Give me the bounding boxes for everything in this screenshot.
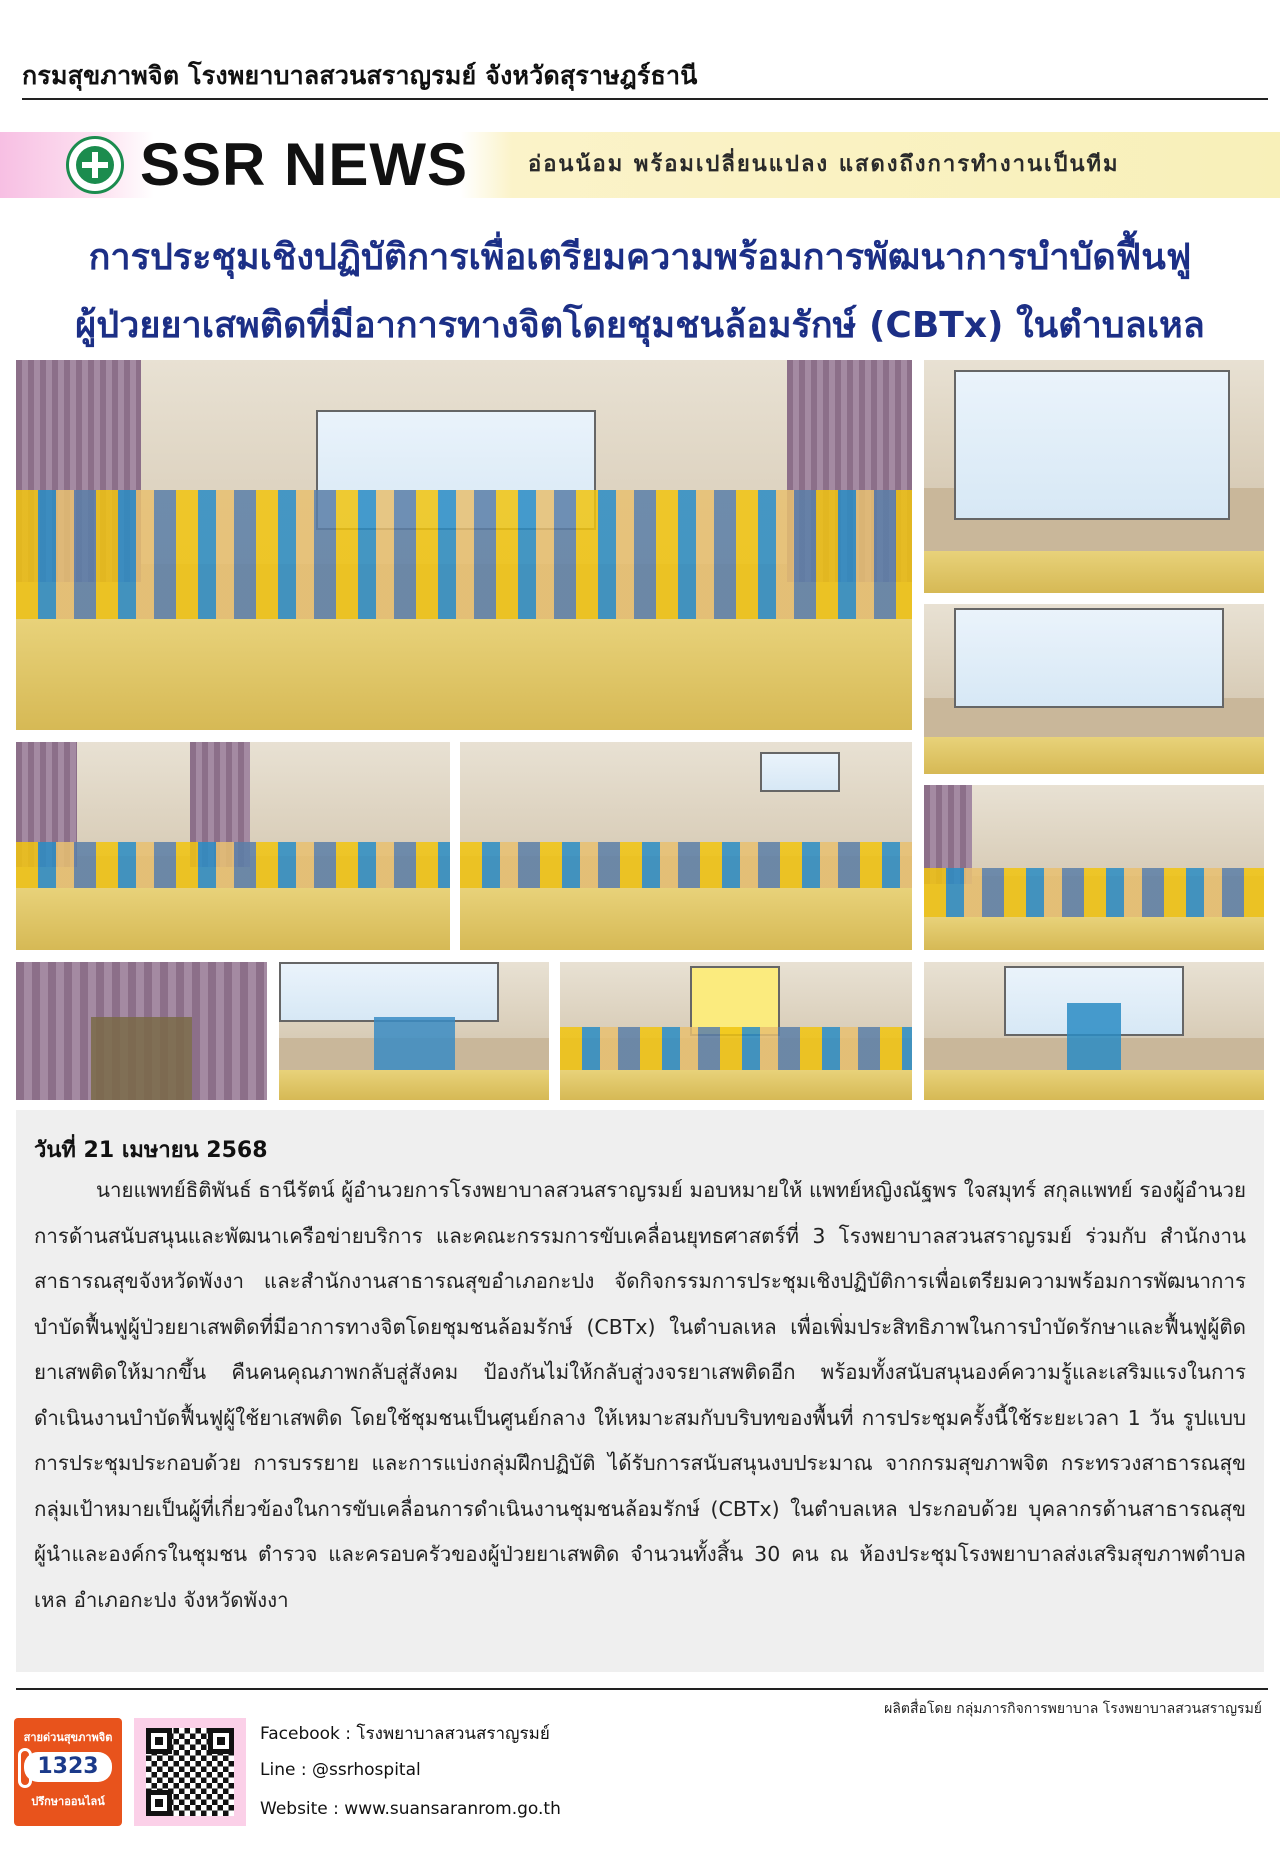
photo-attendees-2 — [924, 785, 1264, 950]
qr-code-icon[interactable] — [134, 1718, 246, 1826]
hotline-label: สายด่วนสุขภาพจิต — [23, 1731, 113, 1744]
photo-presenter-3 — [279, 962, 549, 1100]
photo-meeting-room-2 — [560, 962, 912, 1100]
facebook-contact[interactable]: Facebook : โรงพยาบาลสวนสราญรมย์ — [260, 1724, 550, 1744]
news-banner — [0, 132, 1280, 198]
bottom-divider — [16, 1688, 1268, 1690]
production-credit: ผลิตสื่อโดย กลุ่มภารกิจการพยาบาล โรงพยาบาลสวนสราญรมย์ — [884, 1701, 1262, 1717]
photo-presenter-2 — [924, 604, 1264, 774]
headline-line-2: ผู้ป่วยยาเสพติดที่มีอาการทางจิตโดยชุมชนล้อมรักษ์ (CBTx) ในตำบลเหล — [75, 305, 1205, 346]
hotline-online-label: ปรึกษาออนไลน์ — [31, 1795, 105, 1808]
line-contact[interactable]: Line : @ssrhospital — [260, 1760, 421, 1780]
photo-police-officer — [16, 962, 267, 1100]
website-link[interactable]: Website : www.suansaranrom.go.th — [260, 1799, 561, 1819]
organization-line: กรมสุขภาพจิต โรงพยาบาลสวนสราญรมย์ จังหวัดสุราษฎร์ธานี — [22, 61, 698, 90]
photo-group-main — [16, 360, 912, 730]
details-box — [16, 1110, 1264, 1672]
photo-attendees-1 — [16, 742, 450, 950]
article-body: นายแพทย์ธิติพันธ์ ธานีรัตน์ ผู้อำนวยการโรงพยาบาลสวนสราญรมย์ มอบหมายให้ แพทย์หญิงณัฐพร ใจสมุทร์ สกุลแพทย์ รองผู้อำนวยการด้านสนับสนุนและพัฒนาเครือข่ายบริการ และคณะกรรมการขับเคลื่อนยุทธศาสตร์ที่ 3 โรงพยาบาลสวนสราญรมย์ ร่วมกับ สำนักงานสาธารณสุขจังหวัดพังงา และสำนักงานสาธารณสุขอำเภอกะปง จัดกิจกรรมการประชุมเชิงปฏิบัติการเพื่อเตรียมความพร้อมการพัฒนาการบำบัดฟื้นฟูผู้ป่วยยาเสพติดที่มีอาการทางจิตโดยชุมชนล้อมรักษ์ (CBTx) ในตำบลเหล เพื่อเพิ่มประสิทธิภาพในการบำบัดรักษาและฟื้นฟูผู้ติดยาเสพติดให้มากขึ้น คืนคนคุณภาพกลับสู่สังคม ป้องกันไม่ให้กลับสู่วงจรยาเสพติดอีก พร้อมทั้งสนับสนุนองค์ความรู้และเสริมแรงในการดำเนินงานบำบัดฟื้นฟูผู้ใช้ยาเสพติด โดยใช้ชุมชนเป็นศูนย์กลาง ให้เหมาะสมกับบริบทของพื้นที่ การประชุมครั้งนี้ใช้ระยะเวลา 1 วัน รูปแบบการประชุมประกอบด้วย การบรรยาย และการแบ่งกลุ่มฝึกปฏิบัติ ได้รับการสนับสนุนงบประมาณ จากกรมสุขภาพจิต กระทรวงสาธารณสุข กลุ่มเป้าหมายเป็นผู้ที่เกี่ยวข้องในการขับเคลื่อนการดำเนินงานชุมชนล้อมรักษ์ (CBTx) ในตำบลเหล ประกอบด้วย บุคลากรด้านสาธารณสุข ผู้นำและองค์กรในชุมชน ตำรวจ และครอบครัวของผู้ป่วยยาเสพติด จำนวนทั้งสิ้น 30 คน ณ ห้องประชุมโรงพยาบาลส่งเสริมสุขภาพตำบลเหล อำเภอกะปง จังหวัดพังงา — [34, 1178, 1246, 1612]
event-date: วันที่ 21 เมษายน 2568 — [34, 1138, 268, 1163]
hotline-number: 1323 — [24, 1752, 112, 1782]
photo-meeting-room — [460, 742, 912, 950]
top-divider — [22, 98, 1268, 100]
photo-presenter-4 — [924, 962, 1264, 1100]
department-of-mental-health-logo-icon — [66, 136, 124, 194]
slogan: อ่อนน้อม พร้อมเปลี่ยนแปลง แสดงถึงการทำงานเป็นทีม — [528, 152, 1120, 177]
brand-title: SSR NEWS — [140, 131, 469, 198]
photo-presenter-1 — [924, 360, 1264, 593]
headline-line-1: การประชุมเชิงปฏิบัติการเพื่อเตรียมความพร้อมการพัฒนาการบำบัดฟื้นฟู — [88, 237, 1192, 278]
hotline-badge — [14, 1718, 122, 1826]
